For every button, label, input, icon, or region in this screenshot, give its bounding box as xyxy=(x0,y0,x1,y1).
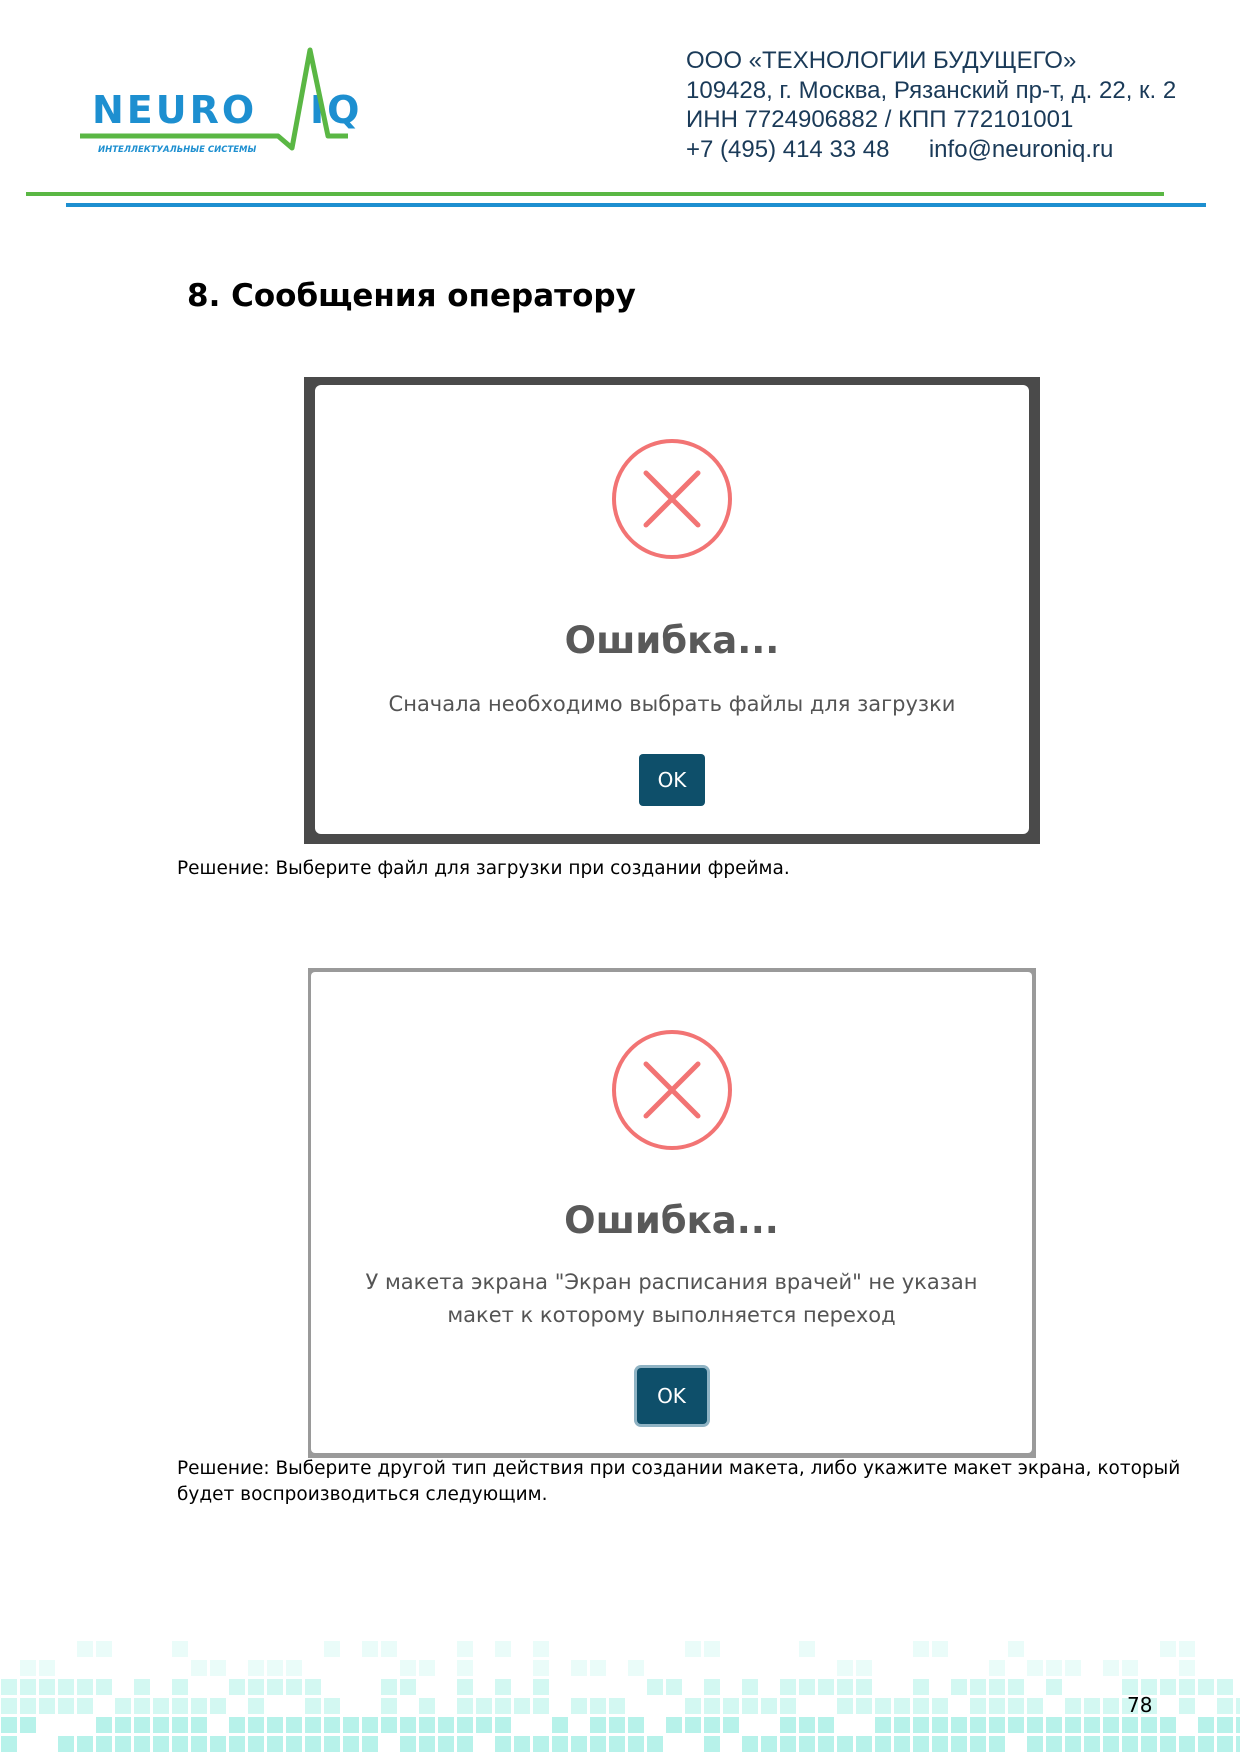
footer-tile xyxy=(571,1698,587,1714)
footer-tile xyxy=(913,1679,929,1695)
footer-tile xyxy=(989,1717,1005,1733)
company-phone: +7 (495) 414 33 48 xyxy=(686,135,890,163)
footer-tile xyxy=(913,1641,929,1657)
company-tax-ids: ИНН 7724906882 / КПП 772101001 xyxy=(686,106,1074,133)
company-contacts xyxy=(686,135,1176,165)
footer-tile xyxy=(1122,1660,1138,1676)
company-email: info@neuroniq.ru xyxy=(928,135,1114,163)
footer-tile xyxy=(305,1679,321,1695)
error-message xyxy=(311,1266,1032,1332)
footer-tile xyxy=(704,1736,720,1752)
error-message-line: Сначала необходимо выбрать файлы для загрузки xyxy=(388,692,956,716)
footer-tile xyxy=(989,1679,1005,1695)
footer-tile xyxy=(989,1660,1005,1676)
footer-tile xyxy=(932,1698,948,1714)
footer-tile xyxy=(1,1698,17,1714)
error-x-icon xyxy=(611,438,733,560)
footer-tile xyxy=(267,1679,283,1695)
footer-tile xyxy=(1008,1641,1024,1657)
footer-tile xyxy=(419,1736,435,1752)
footer-tile xyxy=(742,1679,758,1695)
footer-tile xyxy=(58,1698,74,1714)
footer-tile xyxy=(362,1736,378,1752)
footer-tile xyxy=(229,1736,245,1752)
footer-tile xyxy=(77,1641,93,1657)
footer-tile xyxy=(58,1736,74,1752)
footer-tile xyxy=(362,1717,378,1733)
footer-tile xyxy=(628,1736,644,1752)
footer-tile xyxy=(362,1641,378,1657)
footer-tile xyxy=(913,1698,929,1714)
footer-tile xyxy=(818,1717,834,1733)
footer-tile xyxy=(96,1736,112,1752)
footer-tile xyxy=(20,1660,36,1676)
footer-tile xyxy=(533,1698,549,1714)
footer-tile xyxy=(666,1679,682,1695)
company-address: 109428, г. Москва, Рязанский пр-т, д. 22, к. 2 xyxy=(686,76,1177,104)
footer-tile xyxy=(1217,1717,1233,1733)
footer-tile xyxy=(305,1717,321,1733)
footer-tile xyxy=(39,1698,55,1714)
footer-tile xyxy=(324,1698,340,1714)
footer-tile xyxy=(153,1736,169,1752)
footer-tile xyxy=(552,1736,568,1752)
footer-tile xyxy=(457,1641,473,1657)
footer-tile xyxy=(381,1641,397,1657)
footer-tile xyxy=(1217,1698,1233,1714)
footer-tile xyxy=(248,1660,264,1676)
footer-tile xyxy=(381,1698,397,1714)
footer-tile xyxy=(77,1698,93,1714)
footer-tile xyxy=(837,1698,853,1714)
footer-tile xyxy=(248,1736,264,1752)
footer-tile xyxy=(20,1698,36,1714)
footer-tile xyxy=(1046,1736,1062,1752)
footer-tile xyxy=(495,1698,511,1714)
footer-tile xyxy=(495,1641,511,1657)
footer-tile xyxy=(172,1717,188,1733)
footer-tile xyxy=(134,1736,150,1752)
footer-tile xyxy=(476,1698,492,1714)
footer-tile xyxy=(305,1736,321,1752)
footer-tile xyxy=(1,1717,17,1733)
footer-tile xyxy=(1122,1736,1138,1752)
footer-tile xyxy=(780,1736,796,1752)
footer-tile xyxy=(134,1698,150,1714)
footer-tile xyxy=(989,1736,1005,1752)
footer-tile xyxy=(1046,1679,1062,1695)
footer-tile xyxy=(286,1660,302,1676)
footer-tile xyxy=(856,1660,872,1676)
footer-tile xyxy=(951,1717,967,1733)
footer-tile xyxy=(191,1698,207,1714)
error-title: Ошибка... xyxy=(564,1199,779,1242)
error-dialog xyxy=(311,972,1032,1453)
footer-tile xyxy=(1008,1717,1024,1733)
footer-tile xyxy=(951,1679,967,1695)
footer-tile xyxy=(1122,1717,1138,1733)
logo-brand-text-end: IQ xyxy=(310,88,363,132)
footer-tile xyxy=(571,1660,587,1676)
footer-tile xyxy=(628,1717,644,1733)
footer-tile xyxy=(115,1717,131,1733)
footer-tile xyxy=(248,1679,264,1695)
footer-tile xyxy=(742,1698,758,1714)
header-rule-green xyxy=(26,192,1164,196)
footer-tile xyxy=(77,1736,93,1752)
footer-tile xyxy=(39,1660,55,1676)
footer-tile xyxy=(799,1641,815,1657)
footer-tile xyxy=(248,1698,264,1714)
footer-tile xyxy=(172,1679,188,1695)
footer-tile xyxy=(970,1679,986,1695)
footer-tile xyxy=(875,1717,891,1733)
footer-tile xyxy=(20,1679,36,1695)
footer-tile xyxy=(1027,1698,1043,1714)
footer-tile xyxy=(134,1679,150,1695)
header-rule-blue xyxy=(66,203,1206,207)
footer-tile xyxy=(153,1698,169,1714)
footer-tile xyxy=(704,1641,720,1657)
footer-tile xyxy=(229,1679,245,1695)
footer-tile xyxy=(1236,1698,1240,1714)
footer-tile xyxy=(191,1736,207,1752)
footer-tile xyxy=(210,1698,226,1714)
footer-tile xyxy=(894,1717,910,1733)
footer-tile xyxy=(799,1679,815,1695)
footer-tile xyxy=(913,1717,929,1733)
section-title: 8. Сообщения оператору xyxy=(187,278,636,314)
footer-tile xyxy=(856,1736,872,1752)
footer-tile xyxy=(685,1698,701,1714)
footer-tile xyxy=(647,1736,663,1752)
footer-tile xyxy=(552,1717,568,1733)
footer-tile xyxy=(1008,1679,1024,1695)
footer-tile xyxy=(191,1717,207,1733)
footer-tile xyxy=(400,1717,416,1733)
footer-tile xyxy=(153,1717,169,1733)
footer-tile xyxy=(799,1717,815,1733)
footer-tile xyxy=(970,1698,986,1714)
footer-tile xyxy=(267,1717,283,1733)
footer-tile xyxy=(248,1717,264,1733)
footer-tile xyxy=(324,1717,340,1733)
footer-tile xyxy=(1065,1736,1081,1752)
footer-tile xyxy=(324,1736,340,1752)
footer-tile xyxy=(628,1660,644,1676)
footer-tile xyxy=(343,1736,359,1752)
footer-tile xyxy=(1008,1698,1024,1714)
footer-tile xyxy=(419,1717,435,1733)
footer-tile xyxy=(400,1679,416,1695)
solution-line: Решение: Выберите файл для загрузки при создании фрейма. xyxy=(177,858,790,879)
footer-tile xyxy=(115,1736,131,1752)
footer-tile xyxy=(837,1679,853,1695)
footer-tile xyxy=(58,1679,74,1695)
error-message-line: У макета экрана "Экран расписания врачей" не указан xyxy=(365,1270,978,1294)
footer-tile xyxy=(913,1736,929,1752)
footer-tile xyxy=(609,1736,625,1752)
error-message xyxy=(315,688,1029,721)
footer-tile xyxy=(1065,1717,1081,1733)
footer-tile xyxy=(856,1679,872,1695)
error-x-icon xyxy=(611,1029,733,1151)
footer-tile xyxy=(704,1717,720,1733)
ok-button[interactable]: OK xyxy=(637,1368,707,1424)
footer-tile xyxy=(1179,1660,1195,1676)
footer-tile xyxy=(286,1736,302,1752)
footer-tile xyxy=(1236,1717,1240,1733)
footer-tile xyxy=(780,1698,796,1714)
solution-text-2 xyxy=(177,1456,1180,1508)
footer-tile xyxy=(533,1679,549,1695)
footer-tile xyxy=(324,1641,340,1657)
footer-tile xyxy=(457,1717,473,1733)
footer-tile xyxy=(1027,1660,1043,1676)
footer-tile xyxy=(875,1736,891,1752)
footer-tile xyxy=(419,1660,435,1676)
footer-tile xyxy=(419,1698,435,1714)
footer-tile xyxy=(590,1736,606,1752)
footer-tile xyxy=(590,1660,606,1676)
footer-tile xyxy=(172,1641,188,1657)
footer-tile xyxy=(799,1736,815,1752)
footer-tile xyxy=(96,1679,112,1695)
footer-tile xyxy=(438,1736,454,1752)
footer-tile xyxy=(856,1698,872,1714)
footer-tile xyxy=(571,1736,587,1752)
footer-tile xyxy=(1160,1679,1176,1695)
footer-tile xyxy=(970,1736,986,1752)
footer-tile xyxy=(514,1736,530,1752)
solution-text-1 xyxy=(177,856,790,882)
footer-tile xyxy=(1027,1736,1043,1752)
solution-line: Решение: Выберите другой тип действия при создании макета, либо укажите макет экрана, который xyxy=(177,1458,1181,1479)
footer-tile xyxy=(457,1679,473,1695)
footer-tile xyxy=(1217,1679,1233,1695)
footer-tile xyxy=(533,1660,549,1676)
footer-pattern xyxy=(0,1640,1240,1754)
footer-tile xyxy=(685,1717,701,1733)
footer-tile xyxy=(1179,1736,1195,1752)
footer-tile xyxy=(951,1736,967,1752)
footer-tile xyxy=(495,1736,511,1752)
footer-tile xyxy=(495,1679,511,1695)
footer-tile xyxy=(514,1698,530,1714)
footer-tile xyxy=(438,1717,454,1733)
footer-tile xyxy=(1179,1679,1195,1695)
footer-tile xyxy=(267,1736,283,1752)
footer-tile xyxy=(1084,1717,1100,1733)
footer-tile xyxy=(1236,1736,1240,1752)
footer-tile xyxy=(457,1736,473,1752)
solution-line: будет воспроизводиться следующим. xyxy=(177,1484,548,1505)
footer-tile xyxy=(1217,1736,1233,1752)
footer-tile xyxy=(286,1679,302,1695)
footer-tile xyxy=(780,1679,796,1695)
footer-tile xyxy=(1084,1736,1100,1752)
footer-tile xyxy=(970,1717,986,1733)
footer-tile xyxy=(1027,1717,1043,1733)
footer-tile xyxy=(115,1698,131,1714)
footer-tile xyxy=(1160,1641,1176,1657)
footer-tile xyxy=(1198,1736,1214,1752)
footer-tile xyxy=(761,1736,777,1752)
footer-tile xyxy=(533,1736,549,1752)
footer-tile xyxy=(875,1698,891,1714)
footer-tile xyxy=(1103,1717,1119,1733)
footer-tile xyxy=(1179,1641,1195,1657)
footer-tile xyxy=(666,1717,682,1733)
footer-tile xyxy=(210,1660,226,1676)
footer-tile xyxy=(77,1679,93,1695)
footer-tile xyxy=(1,1736,17,1752)
footer-tile xyxy=(704,1679,720,1695)
footer-tile xyxy=(1198,1717,1214,1733)
company-info xyxy=(686,46,1176,164)
footer-tile xyxy=(647,1679,663,1695)
footer-tile xyxy=(191,1660,207,1676)
footer-tile xyxy=(609,1717,625,1733)
footer-tile xyxy=(172,1736,188,1752)
footer-tile xyxy=(932,1736,948,1752)
footer-tile xyxy=(1103,1736,1119,1752)
error-message-line: макет к которому выполняется переход xyxy=(447,1303,896,1327)
footer-tile xyxy=(96,1641,112,1657)
footer-tile xyxy=(1046,1660,1062,1676)
footer-tile xyxy=(590,1698,606,1714)
footer-tile xyxy=(1065,1660,1081,1676)
footer-tile xyxy=(305,1698,321,1714)
footer-tile xyxy=(989,1698,1005,1714)
footer-tile xyxy=(837,1736,853,1752)
footer-tile xyxy=(1084,1698,1100,1714)
footer-tile xyxy=(932,1641,948,1657)
footer-tile xyxy=(457,1698,473,1714)
footer-tile xyxy=(894,1698,910,1714)
footer-tile xyxy=(1141,1736,1157,1752)
error-dialog-screenshot-2 xyxy=(308,968,1036,1458)
footer-tile xyxy=(894,1736,910,1752)
footer-tile xyxy=(1160,1736,1176,1752)
footer-tile xyxy=(761,1698,777,1714)
footer-tile xyxy=(723,1698,739,1714)
footer-tile xyxy=(400,1660,416,1676)
footer-tile xyxy=(780,1717,796,1733)
footer-tile xyxy=(476,1717,492,1733)
footer-tile xyxy=(818,1736,834,1752)
footer-tile xyxy=(495,1717,511,1733)
footer-tile xyxy=(1,1679,17,1695)
footer-tile xyxy=(932,1717,948,1733)
footer-tile xyxy=(96,1717,112,1733)
footer-tile xyxy=(20,1717,36,1733)
company-name: ООО «ТЕХНОЛОГИИ БУДУЩЕГО» xyxy=(686,47,1077,74)
footer-tile xyxy=(343,1717,359,1733)
footer-tile xyxy=(1198,1679,1214,1695)
footer-tile xyxy=(286,1717,302,1733)
footer-tile xyxy=(381,1717,397,1733)
footer-tile xyxy=(704,1698,720,1714)
footer-tile xyxy=(1160,1717,1176,1733)
logo-brand-text: NEURO xyxy=(92,88,258,132)
error-dialog-screenshot-1 xyxy=(304,377,1040,844)
ok-button[interactable]: OK xyxy=(639,754,705,806)
footer-tile xyxy=(837,1660,853,1676)
footer-tile xyxy=(1065,1698,1081,1714)
error-dialog xyxy=(315,385,1029,834)
footer-tile xyxy=(381,1679,397,1695)
neuroniq-logo xyxy=(78,44,408,164)
footer-tile xyxy=(267,1660,283,1676)
footer-tile xyxy=(1103,1698,1119,1714)
footer-tile xyxy=(1046,1717,1062,1733)
footer-tile xyxy=(1179,1698,1195,1714)
footer-tile xyxy=(590,1717,606,1733)
footer-tile xyxy=(533,1641,549,1657)
footer-tile xyxy=(210,1736,226,1752)
footer-tile xyxy=(229,1717,245,1733)
footer-tile xyxy=(609,1698,625,1714)
footer-tile xyxy=(134,1717,150,1733)
footer-tile xyxy=(172,1698,188,1714)
page-number: 78 xyxy=(1127,1693,1153,1717)
logo-tagline: ИНТЕЛЛЕКТУАЛЬНЫЕ СИСТЕМЫ xyxy=(98,145,257,155)
footer-tile xyxy=(685,1641,701,1657)
footer-tile xyxy=(1141,1717,1157,1733)
footer-tile xyxy=(457,1660,473,1676)
footer-tile xyxy=(723,1717,739,1733)
error-title: Ошибка... xyxy=(564,619,780,662)
footer-tile xyxy=(742,1736,758,1752)
footer-tile xyxy=(818,1679,834,1695)
footer-tile xyxy=(1103,1660,1119,1676)
footer-tile xyxy=(400,1736,416,1752)
footer-tile xyxy=(39,1679,55,1695)
